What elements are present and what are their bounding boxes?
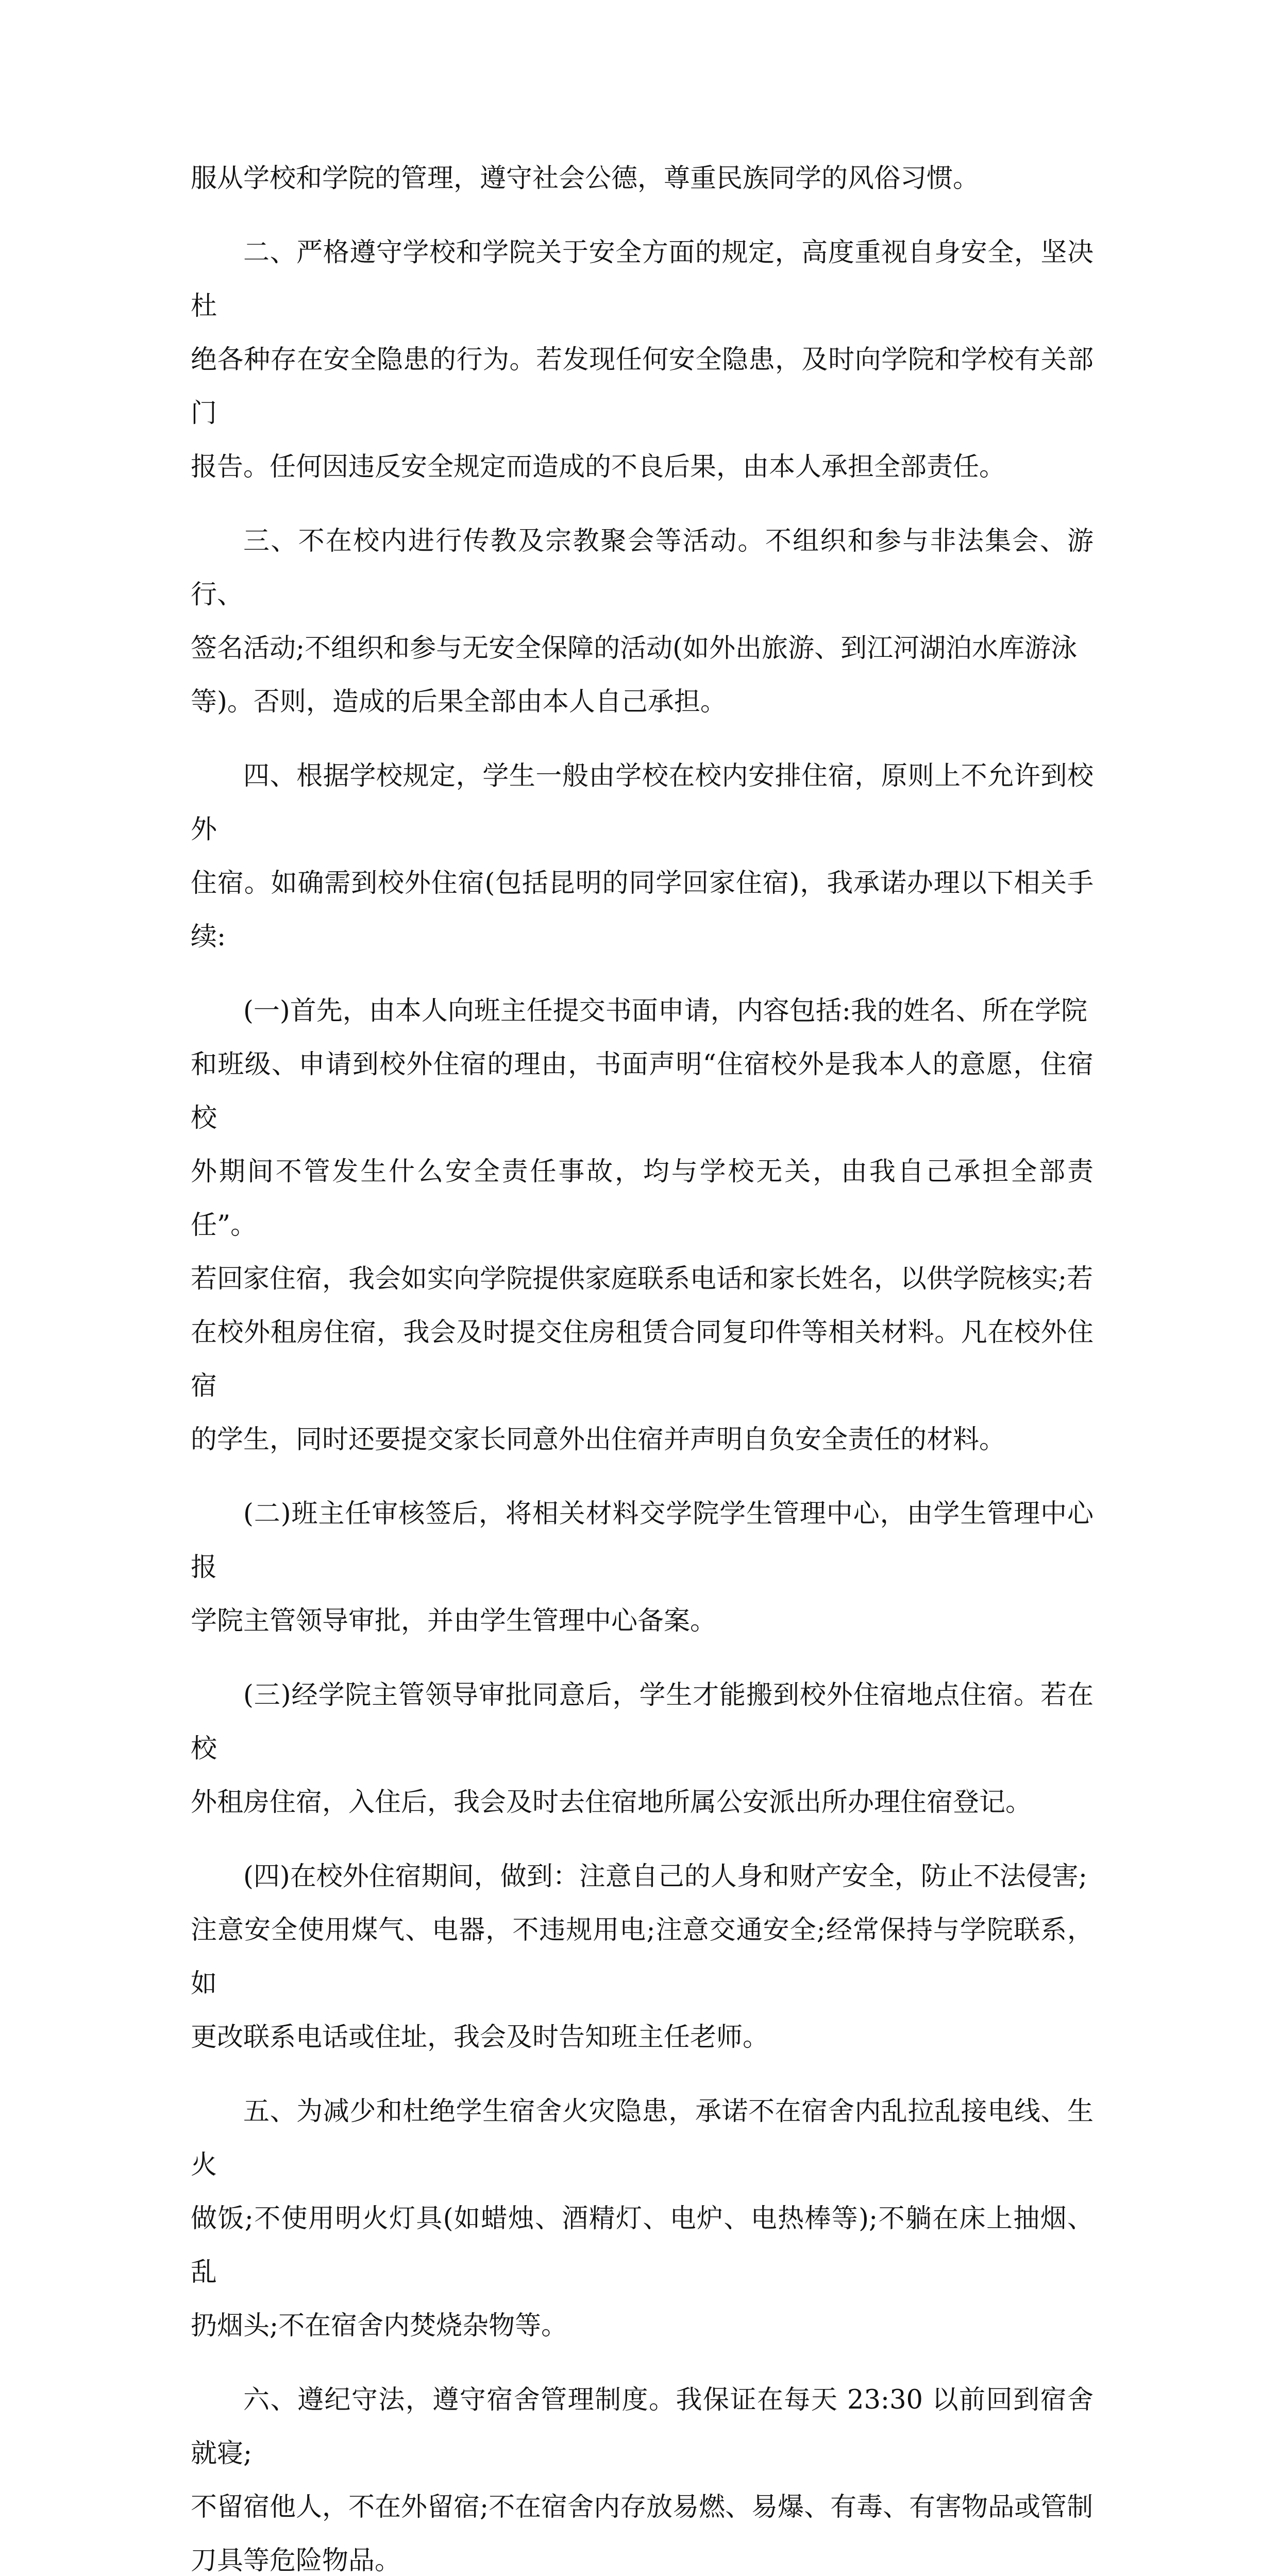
paragraph-continued: 服从学校和学院的管理，遵守社会公德，尊重民族同学的风俗习惯。 bbox=[191, 163, 980, 194]
paragraph-item-2-safety: 二、严格遵守学校和学院关于安全方面的规定，高度重视自身安全，坚决杜 绝各种存在安全隐患的行为。若发现任何安全隐患，及时向学院和学校有关部门 报告。任何因违反安全规定而造成的不良后果，由本人承担全部责任。 bbox=[191, 238, 1094, 482]
paragraph-sub-2-approval: (二)班主任审核签后，将相关材料交学院学生管理中心，由学生管理中心报 学院主管领导审批，并由学生管理中心备案。 bbox=[191, 1499, 1094, 1636]
paragraph-item-4-offcampus: 四、根据学校规定，学生一般由学校在校内安排住宿，原则上不允许到校外 住宿。如确需到校外住宿(包括昆明的同学回家住宿)，我承诺办理以下相关手续: bbox=[191, 761, 1094, 952]
paragraph-item-3-religion: 三、不在校内进行传教及宗教聚会等活动。不组织和参与非法集会、游行、 签名活动;不组织和参与无安全保障的活动(如外出旅游、到江河湖泊水库游泳 等)。否则，造成的后果全部由本人自己承担。 bbox=[191, 526, 1094, 717]
paragraph-sub-1-application: (一)首先，由本人向班主任提交书面申请，内容包括:我的姓名、所在学院 和班级、申请到校外住宿的理由，书面声明“住宿校外是我本人的意愿，住宿校 外期间不管发生什么安全责任事故，均与学校无关，由我自己承担全部责任”。 若回家住宿，我会如实向学院提供家庭联系电话和家长姓名，以供学院核实;若 在校外租房住宿，我会及时提交住房租赁合同复印件等相关材料。凡在校外住宿 的学生，同时还要提交家长同意外出住宿并声明自负安全责任的材料。 bbox=[191, 996, 1094, 1455]
paragraph-sub-3-registration: (三)经学院主管领导审批同意后，学生才能搬到校外住宿地点住宿。若在校 外租房住宿，入住后，我会及时去住宿地所属公安派出所办理住宿登记。 bbox=[191, 1680, 1094, 1818]
paragraph-sub-4-conduct: (四)在校外住宿期间，做到：注意自己的人身和财产安全，防止不法侵害; 注意安全使用煤气、电器，不违规用电;注意交通安全;经常保持与学院联系，如 更改联系电话或住址，我会及时告知班主任老师。 bbox=[191, 1861, 1094, 2053]
document-body bbox=[191, 152, 1094, 2576]
paragraph-item-5-fire: 五、为减少和杜绝学生宿舍火灾隐患，承诺不在宿舍内乱拉乱接电线、生火 做饭;不使用明火灯具(如蜡烛、酒精灯、电炉、电热棒等);不躺在床上抽烟、乱 扔烟头;不在宿舍内焚烧杂物等。 bbox=[191, 2096, 1094, 2341]
paragraph-item-6-dormitory: 六、遵纪守法，遵守宿舍管理制度。我保证在每天 23:30 以前回到宿舍就寝; 不留宿他人，不在外留宿;不在宿舍内存放易燃、易爆、有毒、有害物品或管制 刀具等危险物品。 bbox=[191, 2385, 1094, 2576]
